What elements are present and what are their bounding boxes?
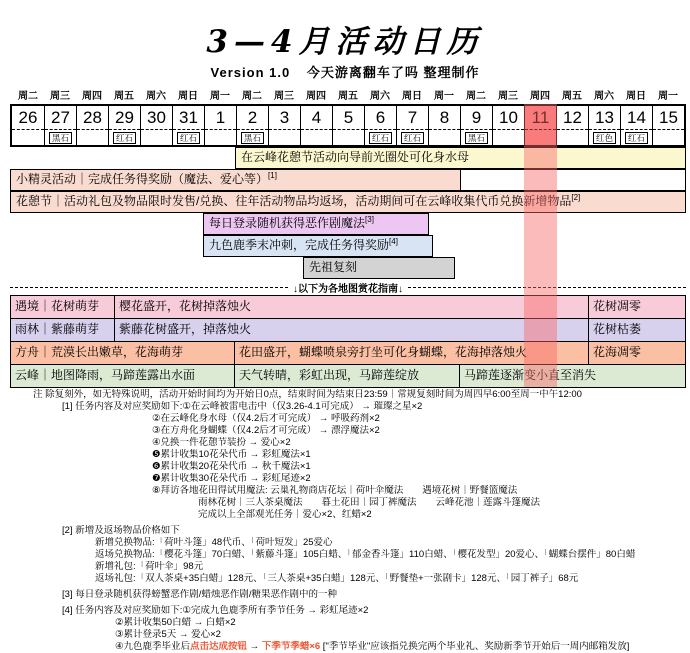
weekday-label: 周六 <box>370 91 390 102</box>
stone-cell <box>333 130 364 145</box>
note-text: [1] 任务内容及对应奖励如下:①在云峰被雷电击中（仅3.26-4.1可完成） → 璀璨之星×2 <box>62 401 423 412</box>
note-line <box>0 485 690 497</box>
note-line <box>0 473 690 485</box>
band-label: 每日登录随机获得恶作剧魔法 <box>209 216 366 230</box>
stone-cell <box>589 130 620 145</box>
divider-dash-left <box>10 287 288 288</box>
note-line <box>0 401 690 413</box>
calendar-day <box>172 106 204 145</box>
note-line <box>0 389 690 401</box>
weekday-label: 周二 <box>18 91 38 102</box>
date-number: 31 <box>173 106 204 130</box>
date-number: 11 <box>525 106 556 130</box>
stone-label: 红石 <box>401 132 424 144</box>
realm-name: 方舟｜荒漠长出嫩草，花海萌芽 <box>10 342 235 365</box>
calendar-date-grid <box>10 104 686 147</box>
calendar-day-current <box>524 106 556 145</box>
footnote-ref: [2] <box>571 193 581 202</box>
weekday-label: 周三 <box>498 91 518 102</box>
note-text: ③在方舟化身蝴蝶（仅4.2后才可完成） → 漂浮魔法×2 <box>152 425 380 436</box>
note-line <box>0 449 690 461</box>
realm-phase-end: 花海凋零 <box>589 342 686 365</box>
footnotes <box>0 389 690 653</box>
calendar-day <box>76 106 108 145</box>
note-line <box>0 413 690 425</box>
weekday-label: 周日 <box>178 91 198 102</box>
weekday-label: 周六 <box>146 91 166 102</box>
note-text: 返场兑换物品:「樱花斗篷」70白蜡、「紫藤斗篷」105白蜡、「郁金香斗篷」110白蜡、「樱花发型」20爱心、「蝴蝶台摆件」80白蜡 <box>95 549 636 560</box>
calendar-day <box>12 106 44 145</box>
note-text: ②在云峰化身水母（仅4.2后才可完成） → 呼吸药剂×2 <box>152 413 380 424</box>
band-prank-magic <box>203 213 429 235</box>
stone-cell <box>141 130 172 145</box>
stone-label: 红石 <box>177 132 200 144</box>
note-line <box>0 425 690 437</box>
date-number: 26 <box>12 106 44 130</box>
realm-phase-mid: 紫藤花树盛开，掉落烛火 <box>115 319 589 342</box>
note-text: [4] 任务内容及对应奖励如下:①完成九色鹿季所有季节任务 → 彩虹尾迹×2 <box>62 605 369 616</box>
weekday-label: 周五 <box>562 91 582 102</box>
stone-label: 红色 <box>593 132 616 144</box>
band-deer-season-sprint <box>203 235 433 257</box>
note-text: 新增礼包:「荷叶伞」98元 <box>95 561 204 572</box>
note-text: ❼累计收集30花朵代币 → 彩虹尾迹×2 <box>152 473 311 484</box>
stone-cell <box>109 130 140 145</box>
realm-phase-mid: 花田盛开，蝴蝶喷泉旁打坐可化身蝴蝶，花海掉落烛火 <box>235 342 589 365</box>
note-line <box>0 561 690 573</box>
weekday-label: 周一 <box>658 91 678 102</box>
date-number: 30 <box>141 106 172 130</box>
date-number: 7 <box>397 106 428 130</box>
version-label: Version 1.0 <box>210 65 291 80</box>
footnote-ref: [3] <box>365 215 374 224</box>
date-number: 28 <box>77 106 108 130</box>
note-text-red: 下季节季蜡×6 <box>261 641 321 652</box>
realm-name: 云峰｜地图降雨，马蹄莲露出水面 <box>10 365 235 388</box>
weekday-label: 周日 <box>626 91 646 102</box>
date-number: 2 <box>237 106 268 130</box>
footnote-ref: [1] <box>268 171 277 180</box>
calendar-day <box>556 106 588 145</box>
band-label: 小精灵活动｜完成任务得奖励（魔法、爱心等） <box>16 172 269 186</box>
divider-dash-right <box>408 287 686 288</box>
stone-label: 红石 <box>113 132 136 144</box>
realm-row-cloudpeak <box>10 365 686 388</box>
stone-cell <box>397 130 428 145</box>
note-text: ④九色鹿季毕业后 <box>115 641 191 652</box>
date-number: 14 <box>621 106 652 130</box>
page-subtitle <box>0 62 690 81</box>
note-line <box>0 497 690 509</box>
note-text: ③累计登录5天 → 爱心×2 <box>115 629 221 640</box>
calendar-day <box>332 106 364 145</box>
weekday-label: 周三 <box>50 91 70 102</box>
date-number: 5 <box>333 106 364 130</box>
weekday-label: 周四 <box>530 91 550 102</box>
note-line <box>0 509 690 521</box>
date-number: 6 <box>365 106 396 130</box>
note-text: 完成以上全部观光任务｜爱心×2、红蜡×2 <box>198 509 372 520</box>
note-text: ❺累计收集10花朵代币 → 彩虹魔法×1 <box>152 449 311 460</box>
realm-phase-end: 花树枯萎 <box>589 319 686 342</box>
weekday-label: 周三 <box>274 91 294 102</box>
stone-cell <box>269 130 300 145</box>
note-text: ④兑换一件花憩节装扮 → 爱心×2 <box>152 437 291 448</box>
stone-label: 红石 <box>369 132 392 144</box>
date-number: 3 <box>269 106 300 130</box>
weekday-label: 周五 <box>114 91 134 102</box>
stone-cell <box>429 130 460 145</box>
stone-label: 黑石 <box>465 132 488 144</box>
stone-cell <box>365 130 396 145</box>
note-text: ⑧拜访各地花田得试用魔法: 云巢礼物商店花坛｜荷叶伞魔法 遇境花树｜野餐篮魔法 <box>152 485 518 496</box>
calendar-day <box>492 106 524 145</box>
weekday-label: 周四 <box>306 91 326 102</box>
date-number: 10 <box>493 106 524 130</box>
weekday-label: 周五 <box>338 91 358 102</box>
note-line <box>0 525 690 537</box>
note-text: 雨林花树｜三人茶桌魔法 暮土花田｜园丁裤魔法 云峰花池｜莲露斗篷魔法 <box>198 497 541 508</box>
note-text: ❻累计收集20花朵代币 → 秋千魔法×1 <box>152 461 311 472</box>
date-number: 4 <box>301 106 332 130</box>
note-line <box>0 461 690 473</box>
date-number: 8 <box>429 106 460 130</box>
weekday-label: 周二 <box>242 91 262 102</box>
stone-label: 红石 <box>625 132 648 144</box>
weekday-label: 周四 <box>82 91 102 102</box>
calendar-day <box>460 106 492 145</box>
date-number: 9 <box>461 106 492 130</box>
calendar-day <box>140 106 172 145</box>
realm-row-ark <box>10 342 686 365</box>
note-text-red: 点击达成按钮 <box>190 641 248 652</box>
divider-label: ↓以下为各地图赏花指南↓ <box>293 283 403 295</box>
stone-cell <box>45 130 76 145</box>
realm-row-rainforest <box>10 319 686 342</box>
weekday-label: 周一 <box>434 91 454 102</box>
note-line <box>0 617 690 629</box>
date-number: 13 <box>589 106 620 130</box>
stone-cell <box>301 130 332 145</box>
weekday-label: 周日 <box>402 91 422 102</box>
band-traveling-spirit <box>303 257 455 279</box>
stone-cell <box>77 130 108 145</box>
band-label: 先祖复刻 <box>309 260 358 274</box>
note-line <box>0 641 690 653</box>
calendar-day <box>364 106 396 145</box>
calendar-day <box>300 106 332 145</box>
stone-cell <box>205 130 236 145</box>
calendar-day <box>44 106 76 145</box>
realm-phase-mid: 樱花盛开，花树掉落烛火 <box>115 296 589 319</box>
note-line <box>0 629 690 641</box>
stone-cell <box>493 130 524 145</box>
stone-cell <box>653 130 684 145</box>
weekday-label: 周二 <box>466 91 486 102</box>
date-number: 15 <box>653 106 684 130</box>
note-text: ["季节毕业"应该指兑换完两个毕业礼、奖励新季节开始后一周内邮箱发放] <box>320 641 630 652</box>
note-line <box>0 605 690 617</box>
realm-phase-end: 马蹄莲逐渐变小直至消失 <box>460 365 686 388</box>
note-text: 返场礼包:「双人茶桌+35白蜡」128元、「三人茶桌+35白蜡」128元、「野餐垫+一张剧卡」128元、「园丁裤子」68元 <box>95 573 579 584</box>
note-text: → <box>247 641 262 652</box>
stone-cell <box>237 130 268 145</box>
realm-row-yujing <box>10 296 686 319</box>
stone-cell <box>525 130 556 145</box>
note-text: [2] 新增及返场物品价格如下 <box>62 525 180 536</box>
stone-label: 黑石 <box>49 132 72 144</box>
weekday-label: 周六 <box>594 91 614 102</box>
calendar-day <box>428 106 460 145</box>
realm-phase-mid: 天气转晴，彩虹出现，马蹄莲绽放 <box>235 365 460 388</box>
note-line <box>0 437 690 449</box>
realm-name: 遇境｜花树萌芽 <box>10 296 115 319</box>
calendar-day <box>620 106 652 145</box>
note-text: ②累计收集50白蜡 → 白蜡×2 <box>115 617 236 628</box>
map-guide-divider <box>10 279 686 295</box>
realm-name: 雨林｜紫藤萌芽 <box>10 319 115 342</box>
stone-cell <box>621 130 652 145</box>
page-title: 3—4月活动日历 <box>206 24 484 60</box>
weekday-header-row <box>10 90 686 104</box>
stone-cell <box>12 130 44 145</box>
note-text: 注 除复刻外，如无特殊说明，活动开始时间均为开始日0点，结束时间为结束日23:59｜常规复刻时间为周四早6:00至周一中午12:00 <box>33 389 582 400</box>
note-text: 新增兑换物品:「荷叶斗篷」48代币、「荷叶短发」25爱心 <box>95 537 333 548</box>
date-number: 29 <box>109 106 140 130</box>
note-line <box>0 537 690 549</box>
band-sprite-remainder <box>460 169 686 191</box>
calendar-day <box>204 106 236 145</box>
stone-label: 黑石 <box>241 132 264 144</box>
note-text: [3] 每日登录随机获得螃蟹恶作剧/蜡烛恶作剧/糖果恶作剧中的一种 <box>62 589 337 600</box>
band-jellyfish-transform <box>235 147 686 169</box>
date-number: 1 <box>205 106 236 130</box>
note-line <box>0 573 690 585</box>
note-line <box>0 589 690 601</box>
band-sprite-event <box>10 169 461 191</box>
band-label: 九色鹿季末冲刺，完成任务得奖励 <box>209 238 390 252</box>
band-label: 在云峰花憩节活动向导前光圈处可化身水母 <box>241 150 470 164</box>
stone-cell <box>557 130 588 145</box>
note-line <box>0 549 690 561</box>
calendar-day <box>396 106 428 145</box>
calendar-day <box>652 106 684 145</box>
calendar-day <box>268 106 300 145</box>
credit-label: 今天游离翻车了吗 整理制作 <box>306 65 480 80</box>
calendar-day <box>588 106 620 145</box>
footnote-ref: [4] <box>389 237 398 246</box>
realm-phase-end: 花树凋零 <box>589 296 686 319</box>
stone-cell <box>173 130 204 145</box>
band-label: 花憩节｜活动礼包及物品限时发售/兑换、往年活动物品均返场，活动期间可在云峰收集代币兑换新增物品 <box>16 194 572 208</box>
calendar-day <box>108 106 140 145</box>
date-number: 27 <box>45 106 76 130</box>
realm-guide-table <box>10 295 686 388</box>
calendar-day <box>236 106 268 145</box>
weekday-label: 周一 <box>210 91 230 102</box>
stone-cell <box>461 130 492 145</box>
date-number: 12 <box>557 106 588 130</box>
band-flower-festival <box>10 191 686 213</box>
